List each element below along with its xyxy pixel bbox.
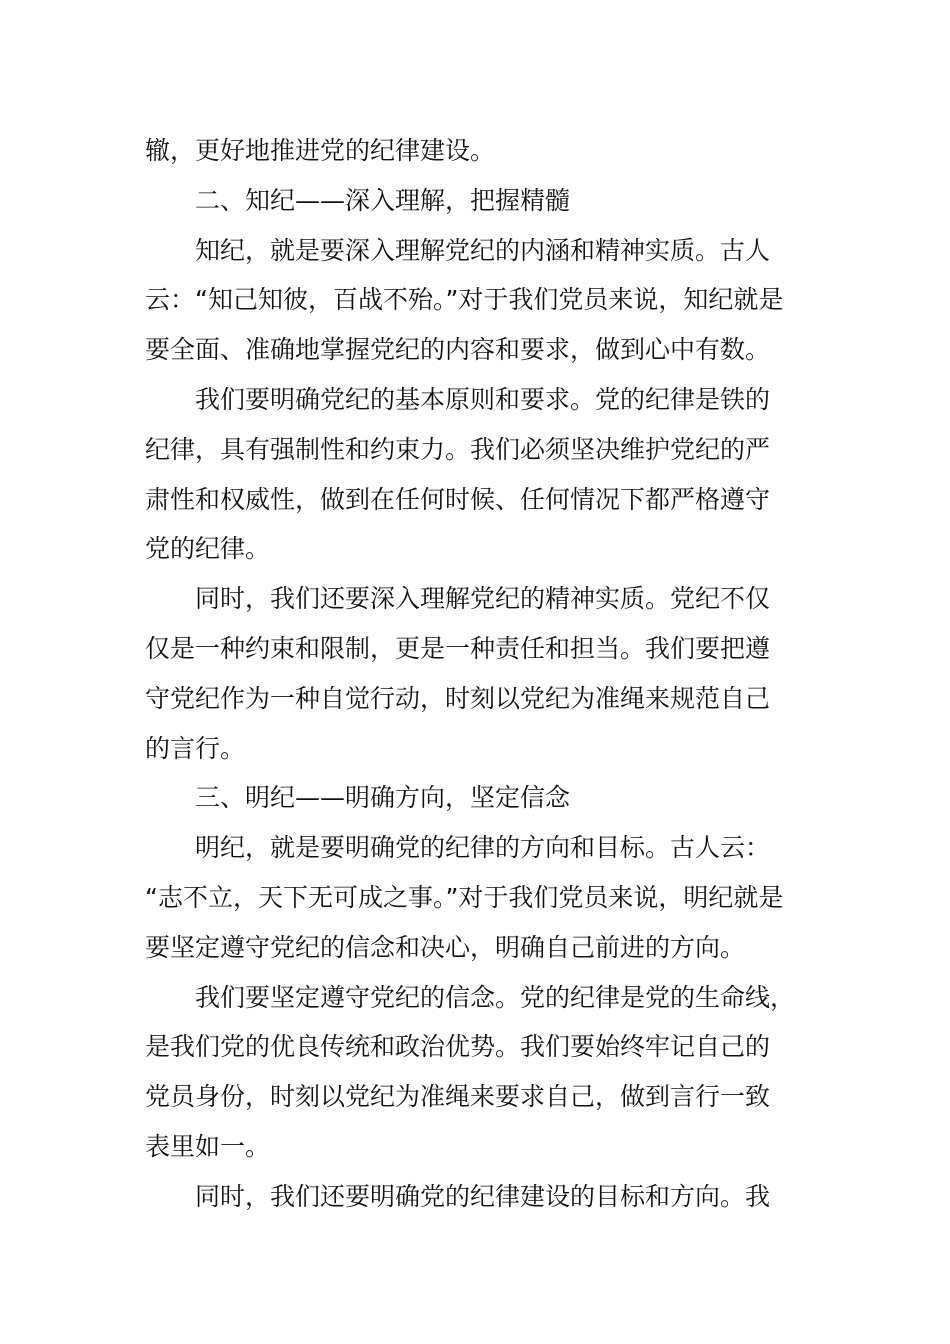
text-line: 要坚定遵守党纪的信念和决心，明确自己前进的方向。: [145, 932, 746, 962]
text-line: 我们要明确党纪的基本原则和要求。党的纪律是铁的: [195, 384, 771, 414]
text-line: 知纪，就是要深入理解党纪的内涵和精神实质。古人: [195, 235, 771, 265]
text-line: 是我们党的优良传统和政治优势。我们要始终牢记自己的: [145, 1032, 771, 1062]
text-line: 我们要坚定遵守党纪的信念。党的纪律是党的生命线，: [195, 982, 796, 1012]
text-line: 肃性和权威性，做到在任何时候、任何情况下都严格遵守: [145, 484, 771, 514]
section-heading-mingji: 三、明纪——明确方向，坚定信念: [195, 783, 571, 813]
document-body: [145, 126, 805, 1222]
text-line: 党员身份，时刻以党纪为准绳来要求自己，做到言行一致: [145, 1082, 771, 1112]
text-line: 表里如一。: [145, 1131, 271, 1161]
text-line: 要全面、准确地掌握党纪的内容和要求，做到心中有数。: [145, 335, 771, 365]
text-line: 辙，更好地推进党的纪律建设。: [145, 136, 496, 165]
text-line: 云：“知己知彼，百战不殆。”对于我们党员来说，知纪就是: [145, 285, 784, 315]
text-line: 同时，我们还要深入理解党纪的精神实质。党纪不仅: [195, 584, 771, 614]
text-line: 党的纪律。: [145, 534, 271, 564]
text-line: 的言行。: [145, 733, 246, 763]
text-line: “志不立，天下无可成之事。”对于我们党员来说，明纪就是: [145, 882, 784, 912]
text-line: 明纪，就是要明确党的纪律的方向和目标。古人云：: [195, 833, 771, 863]
text-line: 同时，我们还要明确党的纪律建设的目标和方向。我: [195, 1181, 771, 1211]
text-line: 仅是一种约束和限制，更是一种责任和担当。我们要把遵: [145, 633, 771, 663]
text-line: 守党纪作为一种自觉行动，时刻以党纪为准绳来规范自己: [145, 683, 771, 713]
section-heading-zhiji: 二、知纪——深入理解，把握精髓: [195, 185, 571, 215]
text-line: 纪律，具有强制性和约束力。我们必须坚决维护党纪的严: [145, 434, 771, 464]
